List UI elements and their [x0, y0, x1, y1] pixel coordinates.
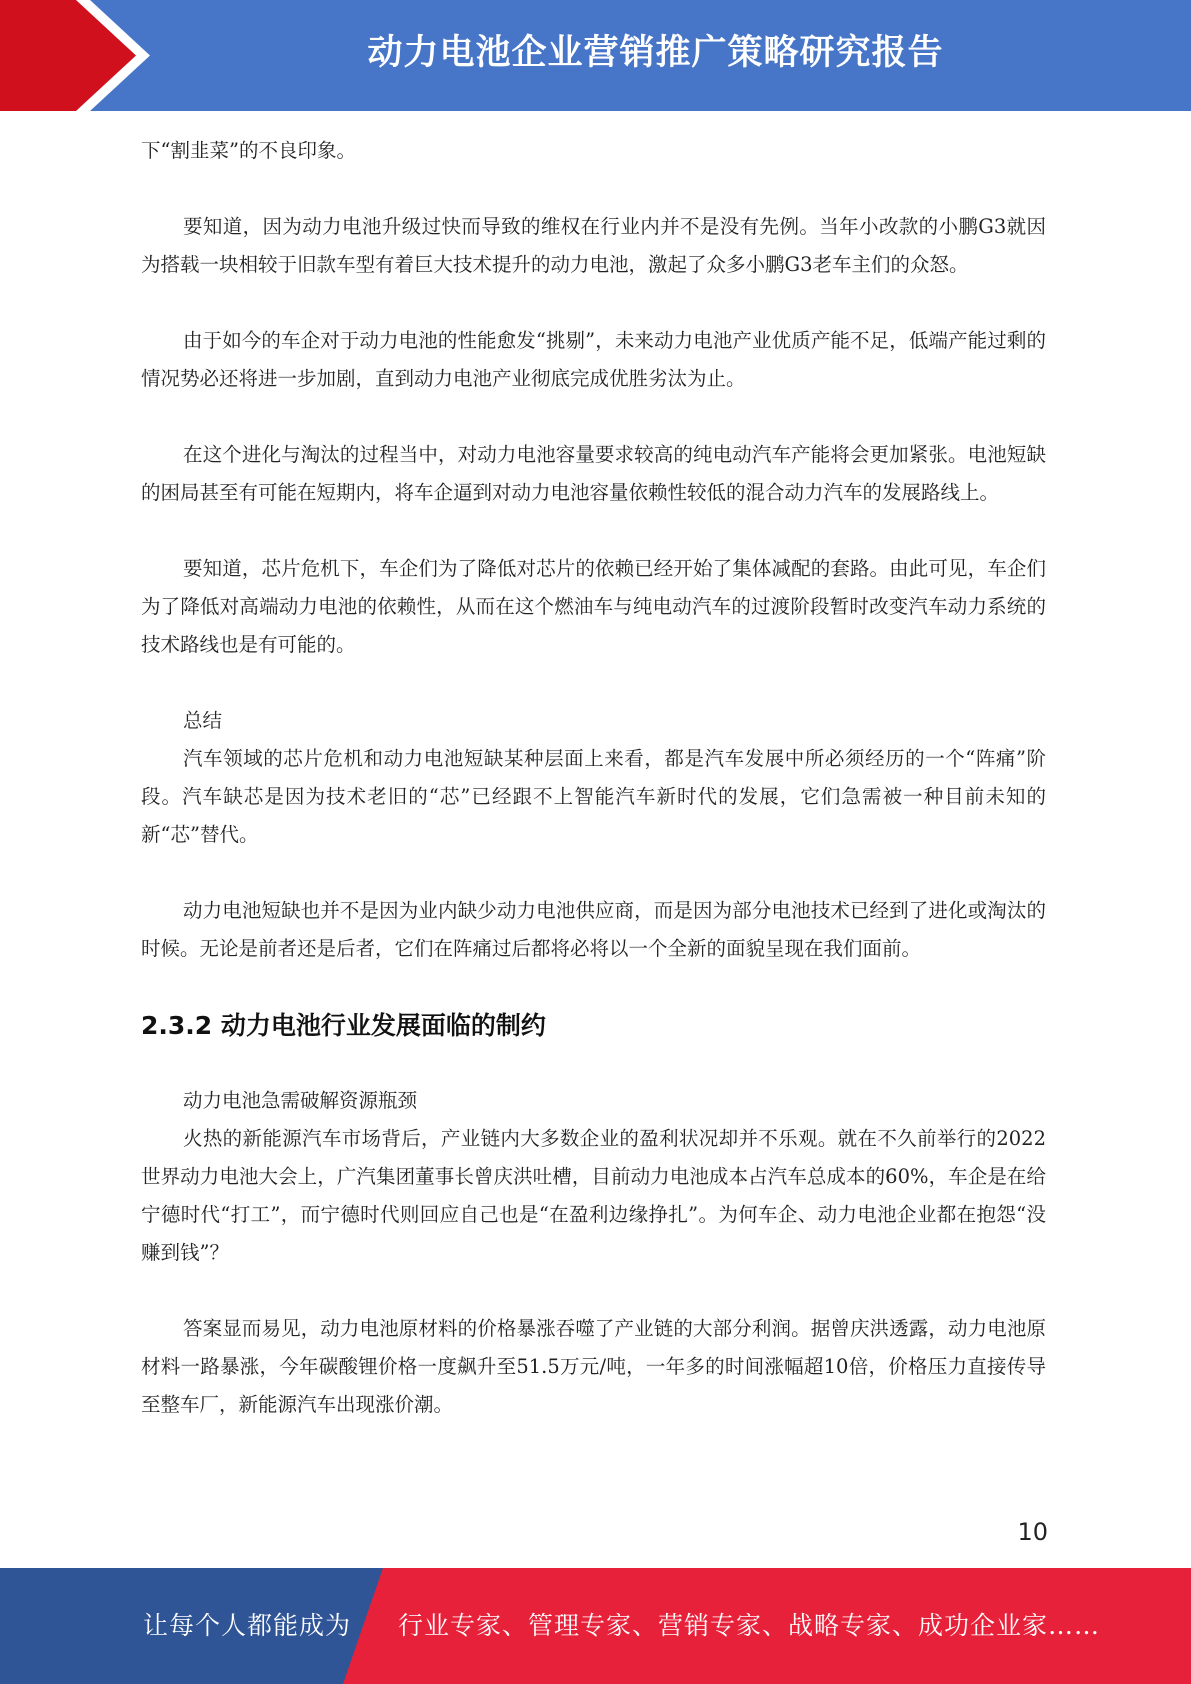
paragraph: 要知道，因为动力电池升级过快而导致的维权在行业内并不是没有先例。当年小改款的小鹏G3就因为搭载一块相较于旧款车型有着巨大技术提升的动力电池，激起了众多小鹏G3老车主们的众怒。 [141, 215, 1046, 276]
report-title: 动力电池企业营销推广策略研究报告 [367, 33, 944, 73]
paragraph: 下“割韭菜”的不良印象。 [141, 139, 356, 162]
footer-slogan-right: 行业专家、管理专家、营销专家、战略专家、成功企业家…… [398, 1611, 1101, 1640]
paragraph: 答案显而易见，动力电池原材料的价格暴涨吞噬了产业链的大部分利润。据曾庆洪透露，动力电池原材料一路暴涨，今年碳酸锂价格一度飙升至51.5万元/吨，一年多的时间涨幅超10倍，价格压力直接传导至整车厂，新能源汽车出现涨价潮。 [141, 1317, 1046, 1416]
summary-label: 总结 [183, 709, 223, 732]
paragraph: 动力电池短缺也并不是因为业内缺少动力电池供应商，而是因为部分电池技术已经到了进化或淘汰的时候。无论是前者还是后者，它们在阵痛过后都将必将以一个全新的面貌呈现在我们面前。 [141, 899, 1046, 960]
page-footer [0, 1568, 1191, 1684]
page-number: 10 [1017, 1518, 1048, 1546]
paragraph: 要知道，芯片危机下，车企们为了降低对芯片的依赖已经开始了集体减配的套路。由此可见，车企们为了降低对高端动力电池的依赖性，从而在这个燃油车与纯电动汽车的过渡阶段暂时改变汽车动力系统的技术路线也是有可能的。 [141, 557, 1046, 656]
paragraph: 由于如今的车企对于动力电池的性能愈发“挑剔”，未来动力电池产业优质产能不足，低端产能过剩的情况势必还将进一步加剧，直到动力电池产业彻底完成优胜劣汰为止。 [141, 329, 1046, 390]
footer-slogan-left: 让每个人都能成为 [143, 1611, 352, 1640]
paragraph: 汽车领域的芯片危机和动力电池短缺某种层面上来看，都是汽车发展中所必须经历的一个“阵痛”阶段。汽车缺芯是因为技术老旧的“芯”已经跟不上智能汽车新时代的发展，它们急需被一种目前未知的新“芯”替代。 [141, 747, 1046, 846]
document-body [141, 132, 1046, 1462]
section-heading: 2.3.2 动力电池行业发展面临的制约 [141, 1011, 546, 1040]
header-chevron-decoration [0, 0, 160, 111]
paragraph: 在这个进化与淘汰的过程当中，对动力电池容量要求较高的纯电动汽车产能将会更加紧张。电池短缺的困局甚至有可能在短期内，将车企逼到对动力电池容量依赖性较低的混合动力汽车的发展路线上。 [141, 443, 1046, 504]
paragraph: 火热的新能源汽车市场背后，产业链内大多数企业的盈利状况却并不乐观。就在不久前举行的2022世界动力电池大会上，广汽集团董事长曾庆洪吐槽，目前动力电池成本占汽车总成本的60%，车企是在给宁德时代“打工”，而宁德时代则回应自己也是“在盈利边缘挣扎”。为何车企、动力电池企业都在抱怨“没赚到钱”？ [141, 1127, 1046, 1264]
subsection-label: 动力电池急需破解资源瓶颈 [183, 1089, 418, 1112]
page-header [0, 0, 1191, 111]
